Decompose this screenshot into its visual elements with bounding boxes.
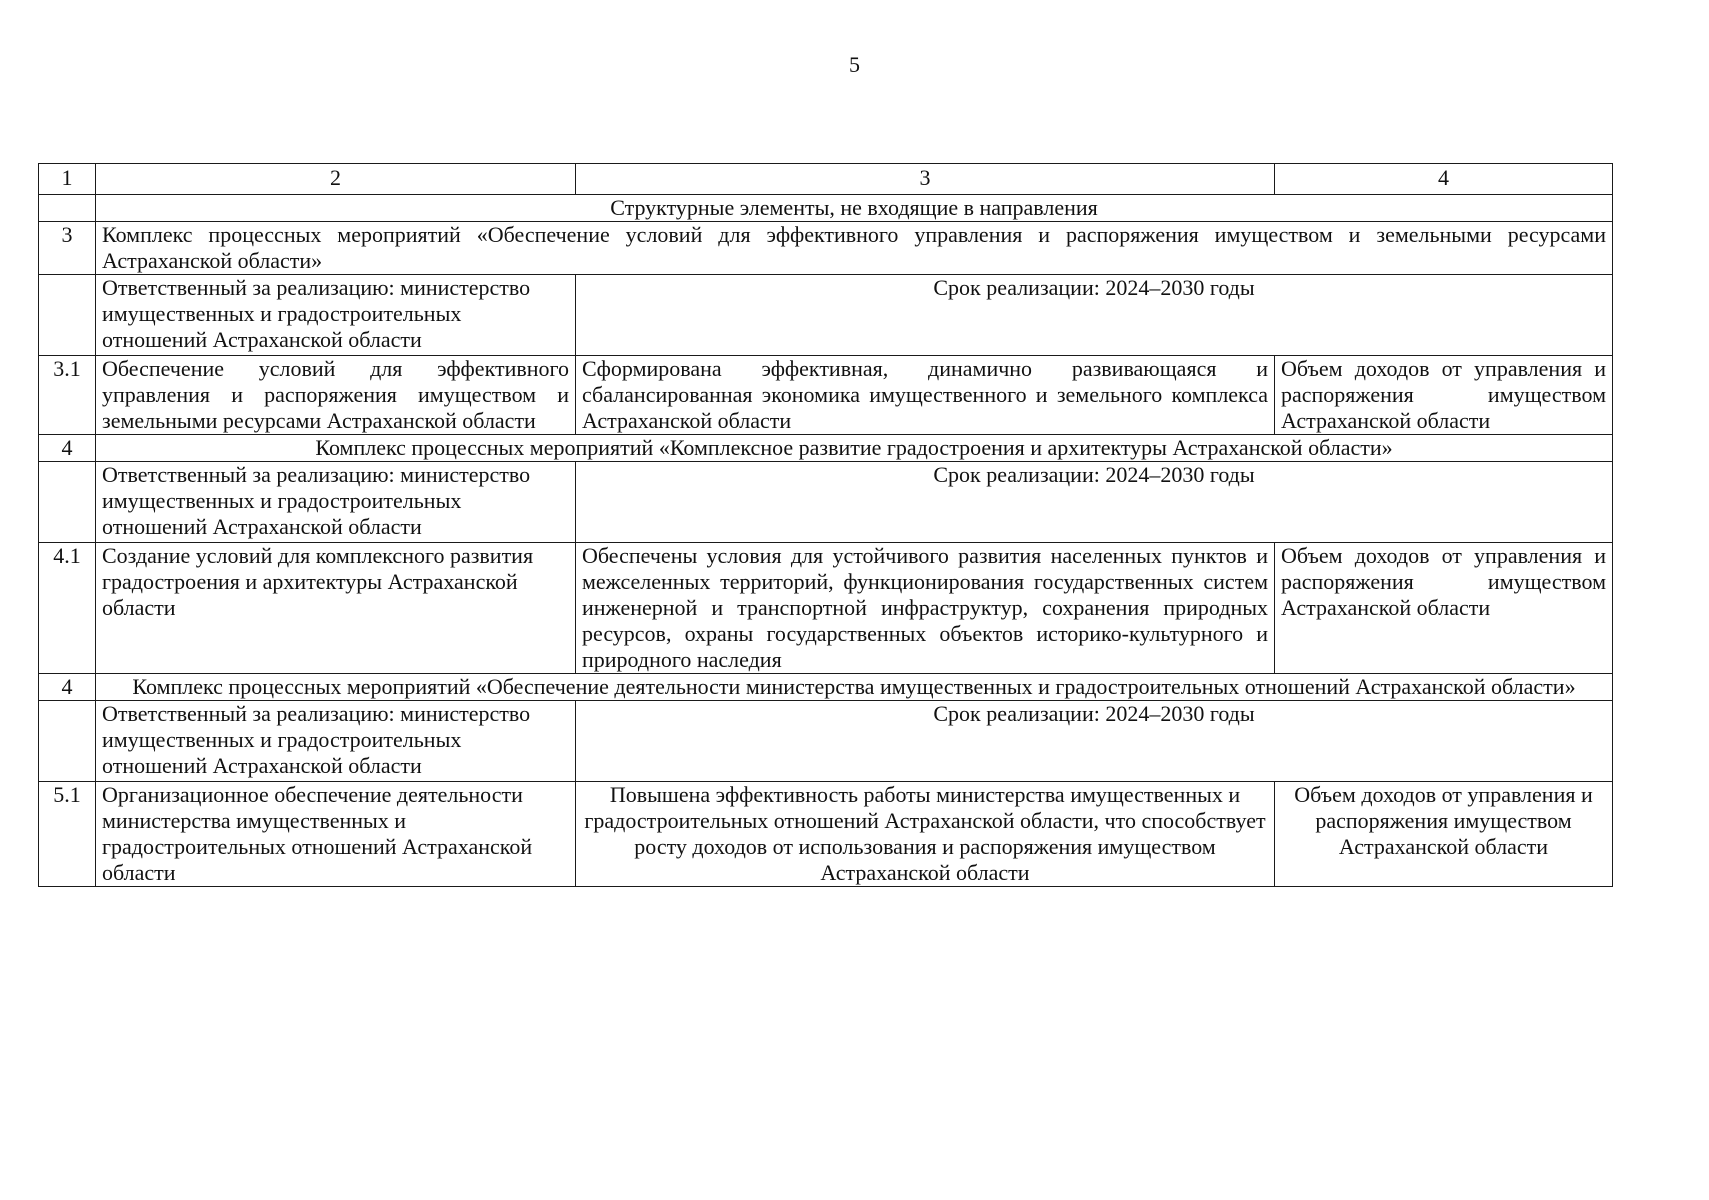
task-indicator: Объем доходов от управления и распоряжения имуществом Астраханской области bbox=[1275, 356, 1613, 435]
task-row bbox=[39, 356, 1613, 435]
block-responsible-row bbox=[39, 275, 1613, 356]
task-name: Обеспечение условий для эффективного управления и распоряжения имуществом и земельными ресурсами Астраханской области bbox=[96, 356, 576, 435]
header-col-2: 2 bbox=[96, 164, 576, 195]
task-indicator: Объем доходов от управления и распоряжения имуществом Астраханской области bbox=[1275, 782, 1613, 887]
block-title-row bbox=[39, 435, 1613, 462]
block-term: Срок реализации: 2024–2030 годы bbox=[576, 701, 1613, 782]
block-title: Комплекс процессных мероприятий «Обеспечение деятельности министерства имущественных и градостроительных отношений Астраханской области» bbox=[96, 674, 1613, 701]
task-name: Создание условий для комплексного развития градостроения и архитектуры Астраханской области bbox=[96, 543, 576, 674]
block-term: Срок реализации: 2024–2030 годы bbox=[576, 275, 1613, 356]
block-responsible-row bbox=[39, 462, 1613, 543]
block-responsible-num bbox=[39, 462, 96, 543]
task-name: Организационное обеспечение деятельности министерства имущественных и градостроительных отношений Астраханской области bbox=[96, 782, 576, 887]
header-col-4: 4 bbox=[1275, 164, 1613, 195]
task-indicator: Объем доходов от управления и распоряжения имуществом Астраханской области bbox=[1275, 543, 1613, 674]
block-term: Срок реализации: 2024–2030 годы bbox=[576, 462, 1613, 543]
block-responsible-row bbox=[39, 701, 1613, 782]
task-result: Повышена эффективность работы министерства имущественных и градостроительных отношений Астраханской области, что способствует росту доходов от использования и распоряжения имуществом Астраханской области bbox=[576, 782, 1275, 887]
task-number: 4.1 bbox=[39, 543, 96, 674]
block-number: 4 bbox=[39, 674, 96, 701]
block-responsible: Ответственный за реализацию: министерство имущественных и градостроительных отношений Астраханской области bbox=[96, 462, 576, 543]
section-title-num bbox=[39, 195, 96, 222]
section-title: Структурные элементы, не входящие в направления bbox=[96, 195, 1613, 222]
header-row bbox=[39, 164, 1613, 195]
header-col-3: 3 bbox=[576, 164, 1275, 195]
block-number: 3 bbox=[39, 222, 96, 275]
block-responsible-num bbox=[39, 275, 96, 356]
block-title-row bbox=[39, 674, 1613, 701]
block-responsible: Ответственный за реализацию: министерство имущественных и градостроительных отношений Астраханской области bbox=[96, 701, 576, 782]
task-number: 3.1 bbox=[39, 356, 96, 435]
block-title-row bbox=[39, 222, 1613, 275]
task-number: 5.1 bbox=[39, 782, 96, 887]
task-result: Обеспечены условия для устойчивого развития населенных пунктов и межселенных территорий, функционирования государственных систем инженерной и транспортной инфраструктур, сохранения природных ресурсов, охраны государственных объектов историко-культурного и природного наследия bbox=[576, 543, 1275, 674]
structural-elements-table bbox=[38, 163, 1613, 887]
header-col-1: 1 bbox=[39, 164, 96, 195]
block-title: Комплекс процессных мероприятий «Обеспечение условий для эффективного управления и распоряжения имуществом и земельными ресурсами Астраханской области» bbox=[96, 222, 1613, 275]
task-result: Сформирована эффективная, динамично развивающаяся и сбалансированная экономика имущественного и земельного комплекса Астраханской области bbox=[576, 356, 1275, 435]
task-row bbox=[39, 543, 1613, 674]
block-title: Комплекс процессных мероприятий «Комплексное развитие градостроения и архитектуры Астраханской области» bbox=[96, 435, 1613, 462]
page-number: 5 bbox=[849, 52, 860, 77]
block-number: 4 bbox=[39, 435, 96, 462]
section-title-row bbox=[39, 195, 1613, 222]
task-row bbox=[39, 782, 1613, 887]
block-responsible: Ответственный за реализацию: министерство имущественных и градостроительных отношений Астраханской области bbox=[96, 275, 576, 356]
block-responsible-num bbox=[39, 701, 96, 782]
